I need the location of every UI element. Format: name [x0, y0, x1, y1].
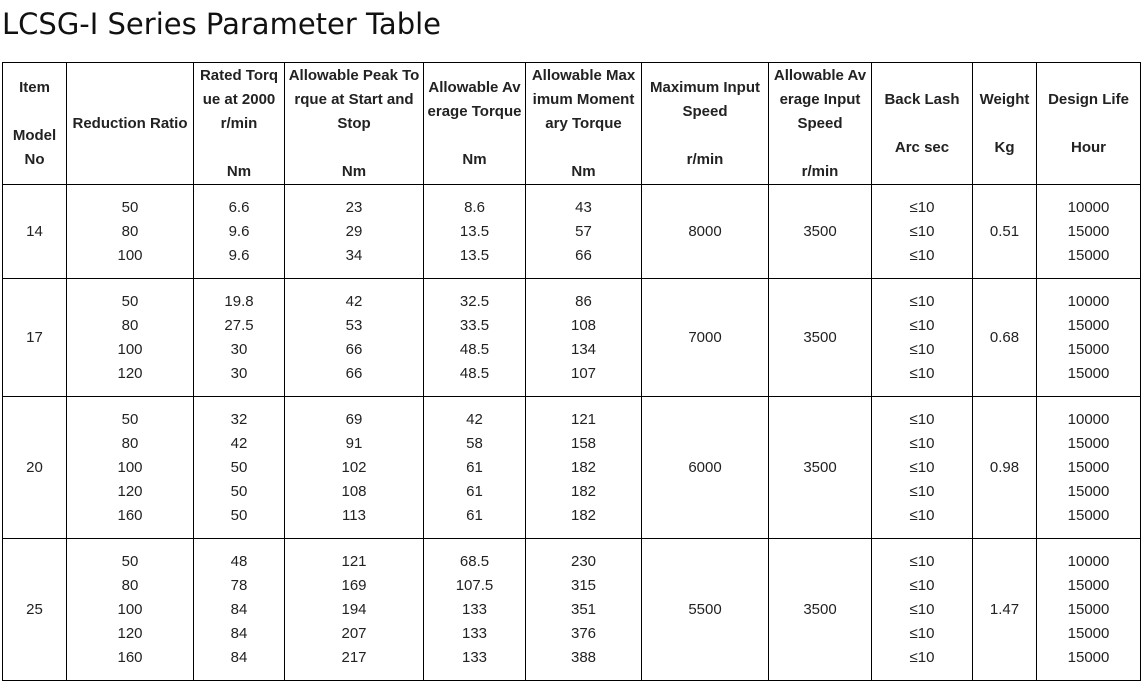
cell-avg-speed: 3500	[769, 539, 872, 681]
cell-value: 27.5	[224, 316, 254, 334]
cell-backlash	[872, 539, 973, 681]
header-reduction-ratio	[67, 63, 194, 185]
cell-rated	[194, 279, 285, 397]
header-line	[3, 100, 66, 124]
cell-value: 160	[117, 648, 143, 666]
header-line: r/min	[686, 150, 724, 168]
cell-avg	[424, 185, 526, 279]
header-line: Allowable Av	[428, 78, 521, 96]
header-line	[642, 124, 768, 148]
cell-value: 6.6	[228, 198, 250, 216]
cell-rated	[194, 185, 285, 279]
cell-ratio	[67, 279, 194, 397]
cell-value: 50	[121, 292, 139, 310]
cell-value: 15000	[1067, 576, 1110, 594]
cell-avg-speed: 3500	[769, 185, 872, 279]
cell-value: ≤10	[909, 434, 935, 452]
cell-value: 169	[341, 576, 367, 594]
header-line: Hour	[1071, 138, 1106, 156]
cell-value: 33.5	[459, 316, 490, 334]
cell-ratio	[67, 185, 194, 279]
cell-value: 84	[230, 600, 248, 618]
cell-value: 230	[570, 552, 597, 570]
header-row	[3, 63, 1141, 185]
cell-backlash	[872, 185, 973, 279]
header-line: Allowable Peak To	[288, 66, 420, 84]
cell-value: 8.6	[464, 198, 485, 216]
cell-value: 42	[230, 434, 248, 452]
cell-value: 80	[121, 434, 139, 452]
cell-avg	[424, 397, 526, 539]
header-line	[424, 124, 525, 148]
cell-value: 182	[570, 482, 597, 500]
cell-value: 30	[230, 364, 248, 382]
cell-rated	[194, 397, 285, 539]
cell-value: 58	[466, 434, 483, 452]
cell-max-speed: 8000	[642, 185, 769, 279]
header-momentary-torque	[526, 63, 642, 185]
cell-value: 107.5	[455, 576, 494, 594]
header-line: Weight	[979, 90, 1030, 108]
cell-life	[1037, 539, 1141, 681]
header-peak-torque	[285, 63, 424, 185]
cell-value: 133	[461, 624, 488, 642]
header-average-input-speed	[769, 63, 872, 185]
cell-peak	[285, 279, 424, 397]
cell-value: 315	[570, 576, 597, 594]
header-line: r/min	[220, 114, 258, 132]
cell-value: 42	[345, 292, 363, 310]
cell-value: ≤10	[909, 340, 935, 358]
cell-value: 10000	[1067, 410, 1110, 428]
cell-ratio	[67, 397, 194, 539]
header-line: Nm	[226, 162, 252, 180]
table-row	[3, 279, 1141, 397]
cell-value: 15000	[1067, 506, 1110, 524]
cell-value: 15000	[1067, 624, 1110, 642]
table-row	[3, 539, 1141, 681]
cell-value: ≤10	[909, 458, 935, 476]
cell-value: ≤10	[909, 364, 935, 382]
header-line	[285, 136, 423, 160]
header-max-input-speed	[642, 63, 769, 185]
header-line: Nm	[341, 162, 367, 180]
cell-value: ≤10	[909, 410, 935, 428]
cell-value: 100	[117, 246, 143, 264]
cell-value: 15000	[1067, 648, 1110, 666]
cell-value: ≤10	[909, 552, 935, 570]
header-line: Maximum Input	[649, 78, 760, 96]
header-line: Kg	[994, 138, 1015, 156]
cell-value: 15000	[1067, 246, 1110, 264]
cell-value: 78	[230, 576, 248, 594]
cell-value: 108	[570, 316, 597, 334]
cell-value: ≤10	[909, 198, 935, 216]
cell-model: 17	[3, 279, 67, 397]
cell-value: 86	[575, 292, 592, 310]
cell-value: 84	[230, 648, 248, 666]
cell-value: 120	[117, 482, 143, 500]
cell-value: ≤10	[909, 222, 935, 240]
cell-value: 48.5	[459, 364, 490, 382]
cell-avg-speed: 3500	[769, 279, 872, 397]
cell-value: ≤10	[909, 648, 935, 666]
cell-value: 10000	[1067, 552, 1110, 570]
header-line: Reduction Ratio	[72, 114, 188, 132]
cell-max-moment	[526, 185, 642, 279]
header-line	[526, 136, 641, 160]
cell-value: ≤10	[909, 292, 935, 310]
header-rated-torque	[194, 63, 285, 185]
header-line: Item	[19, 78, 50, 96]
cell-value: 121	[341, 552, 367, 570]
cell-value: 66	[575, 246, 592, 264]
header-design-life	[1037, 63, 1141, 185]
header-line: Speed	[682, 102, 728, 120]
cell-value: 10000	[1067, 292, 1110, 310]
cell-value: 15000	[1067, 340, 1110, 358]
cell-model: 25	[3, 539, 67, 681]
cell-peak	[285, 397, 424, 539]
cell-value: 50	[121, 552, 139, 570]
header-line: Speed	[797, 114, 843, 132]
cell-weight: 0.68	[973, 279, 1037, 397]
header-line: Arc sec	[894, 138, 950, 156]
header-line: Allowable Max	[531, 66, 636, 84]
cell-weight: 0.98	[973, 397, 1037, 539]
cell-value: 13.5	[459, 222, 490, 240]
cell-life	[1037, 185, 1141, 279]
cell-value: 42	[466, 410, 483, 428]
cell-value: 100	[117, 458, 143, 476]
cell-value: 32.5	[459, 292, 490, 310]
cell-value: 160	[117, 506, 143, 524]
cell-value: 15000	[1067, 600, 1110, 618]
header-backlash	[872, 63, 973, 185]
cell-value: 53	[345, 316, 363, 334]
cell-avg	[424, 539, 526, 681]
cell-value: 158	[570, 434, 597, 452]
cell-value: 182	[570, 506, 597, 524]
cell-value: ≤10	[909, 506, 935, 524]
header-line: Design Life	[1048, 90, 1129, 108]
header-line: Back Lash	[884, 90, 960, 108]
cell-value: 15000	[1067, 458, 1110, 476]
cell-value: 66	[345, 340, 363, 358]
header-line	[769, 136, 871, 160]
cell-value: 113	[342, 506, 366, 524]
header-line	[973, 112, 1036, 136]
header-line: imum Moment	[532, 90, 635, 108]
header-line: Rated Torq	[199, 66, 279, 84]
cell-ratio	[67, 539, 194, 681]
header-average-torque	[424, 63, 526, 185]
header-line: Allowable Av	[773, 66, 867, 84]
cell-value: 194	[341, 600, 367, 618]
cell-value: 32	[230, 410, 248, 428]
cell-value: 48.5	[459, 340, 490, 358]
cell-value: 50	[230, 482, 248, 500]
cell-max-moment	[526, 279, 642, 397]
cell-avg-speed: 3500	[769, 397, 872, 539]
cell-value: 207	[341, 624, 367, 642]
cell-max-moment	[526, 397, 642, 539]
cell-value: 15000	[1067, 316, 1110, 334]
cell-value: 15000	[1067, 364, 1110, 382]
cell-max-moment	[526, 539, 642, 681]
cell-avg	[424, 279, 526, 397]
cell-value: 15000	[1067, 434, 1110, 452]
cell-value: ≤10	[909, 482, 935, 500]
cell-value: 61	[466, 458, 483, 476]
cell-max-speed: 5500	[642, 539, 769, 681]
cell-life	[1037, 397, 1141, 539]
cell-value: 57	[575, 222, 592, 240]
header-line: erage Input	[779, 90, 861, 108]
header-line	[194, 136, 284, 160]
header-line: Nm	[571, 162, 596, 180]
cell-value: 133	[461, 648, 488, 666]
cell-value: 69	[345, 410, 363, 428]
cell-value: 107	[570, 364, 597, 382]
cell-model: 20	[3, 397, 67, 539]
cell-value: 13.5	[459, 246, 490, 264]
header-line: ue at 2000	[202, 90, 276, 108]
cell-value: 120	[117, 624, 143, 642]
cell-value: 182	[570, 458, 597, 476]
cell-value: 120	[117, 364, 143, 382]
cell-value: ≤10	[909, 624, 935, 642]
cell-value: 43	[575, 198, 592, 216]
cell-value: ≤10	[909, 246, 935, 264]
cell-max-speed: 6000	[642, 397, 769, 539]
cell-model: 14	[3, 185, 67, 279]
cell-value: 15000	[1067, 482, 1110, 500]
header-line: Stop	[337, 114, 371, 132]
cell-value: 61	[466, 506, 483, 524]
cell-value: 61	[466, 482, 483, 500]
cell-value: 80	[121, 316, 139, 334]
cell-max-speed: 7000	[642, 279, 769, 397]
cell-value: 19.8	[224, 292, 254, 310]
cell-value: ≤10	[909, 600, 935, 618]
header-line	[1037, 112, 1140, 136]
table-row	[3, 185, 1141, 279]
cell-peak	[285, 185, 424, 279]
cell-value: 91	[345, 434, 363, 452]
cell-value: 217	[341, 648, 367, 666]
cell-value: 50	[230, 458, 248, 476]
cell-value: 100	[117, 600, 143, 618]
header-line: r/min	[801, 162, 839, 180]
table-row	[3, 397, 1141, 539]
cell-value: 9.6	[228, 246, 250, 264]
cell-value: 34	[345, 246, 363, 264]
cell-backlash	[872, 279, 973, 397]
cell-value: 15000	[1067, 222, 1110, 240]
parameter-table	[2, 62, 1141, 681]
cell-value: 50	[230, 506, 248, 524]
cell-value: 388	[570, 648, 597, 666]
cell-value: 48	[230, 552, 248, 570]
cell-value: 68.5	[459, 552, 490, 570]
cell-value: 84	[230, 624, 248, 642]
cell-backlash	[872, 397, 973, 539]
cell-value: 108	[341, 482, 367, 500]
header-line: rque at Start and	[294, 90, 414, 108]
cell-value: 376	[570, 624, 597, 642]
cell-weight: 1.47	[973, 539, 1037, 681]
cell-value: 351	[570, 600, 597, 618]
cell-value: 134	[570, 340, 597, 358]
cell-value: 80	[121, 222, 139, 240]
cell-rated	[194, 539, 285, 681]
header-item-model	[3, 63, 67, 185]
cell-value: 23	[345, 198, 363, 216]
header-line	[872, 112, 972, 136]
cell-life	[1037, 279, 1141, 397]
cell-value: 30	[230, 340, 248, 358]
cell-value: 29	[345, 222, 363, 240]
cell-value: ≤10	[909, 316, 935, 334]
cell-value: 80	[121, 576, 139, 594]
header-line: No	[24, 150, 45, 168]
cell-value: 133	[461, 600, 488, 618]
cell-value: 50	[121, 410, 139, 428]
cell-value: 9.6	[228, 222, 250, 240]
header-line: erage Torque	[427, 102, 522, 120]
header-line: ary Torque	[545, 114, 622, 132]
cell-peak	[285, 539, 424, 681]
cell-weight: 0.51	[973, 185, 1037, 279]
header-line: Model	[12, 126, 57, 144]
cell-value: 66	[345, 364, 363, 382]
cell-value: 102	[341, 458, 367, 476]
header-line: Nm	[462, 150, 487, 168]
cell-value: 100	[117, 340, 143, 358]
page-title: LCSG-I Series Parameter Table	[2, 7, 442, 41]
cell-value: 10000	[1067, 198, 1110, 216]
cell-value: ≤10	[909, 576, 935, 594]
header-weight	[973, 63, 1037, 185]
cell-value: 121	[570, 410, 597, 428]
cell-value: 50	[121, 198, 139, 216]
